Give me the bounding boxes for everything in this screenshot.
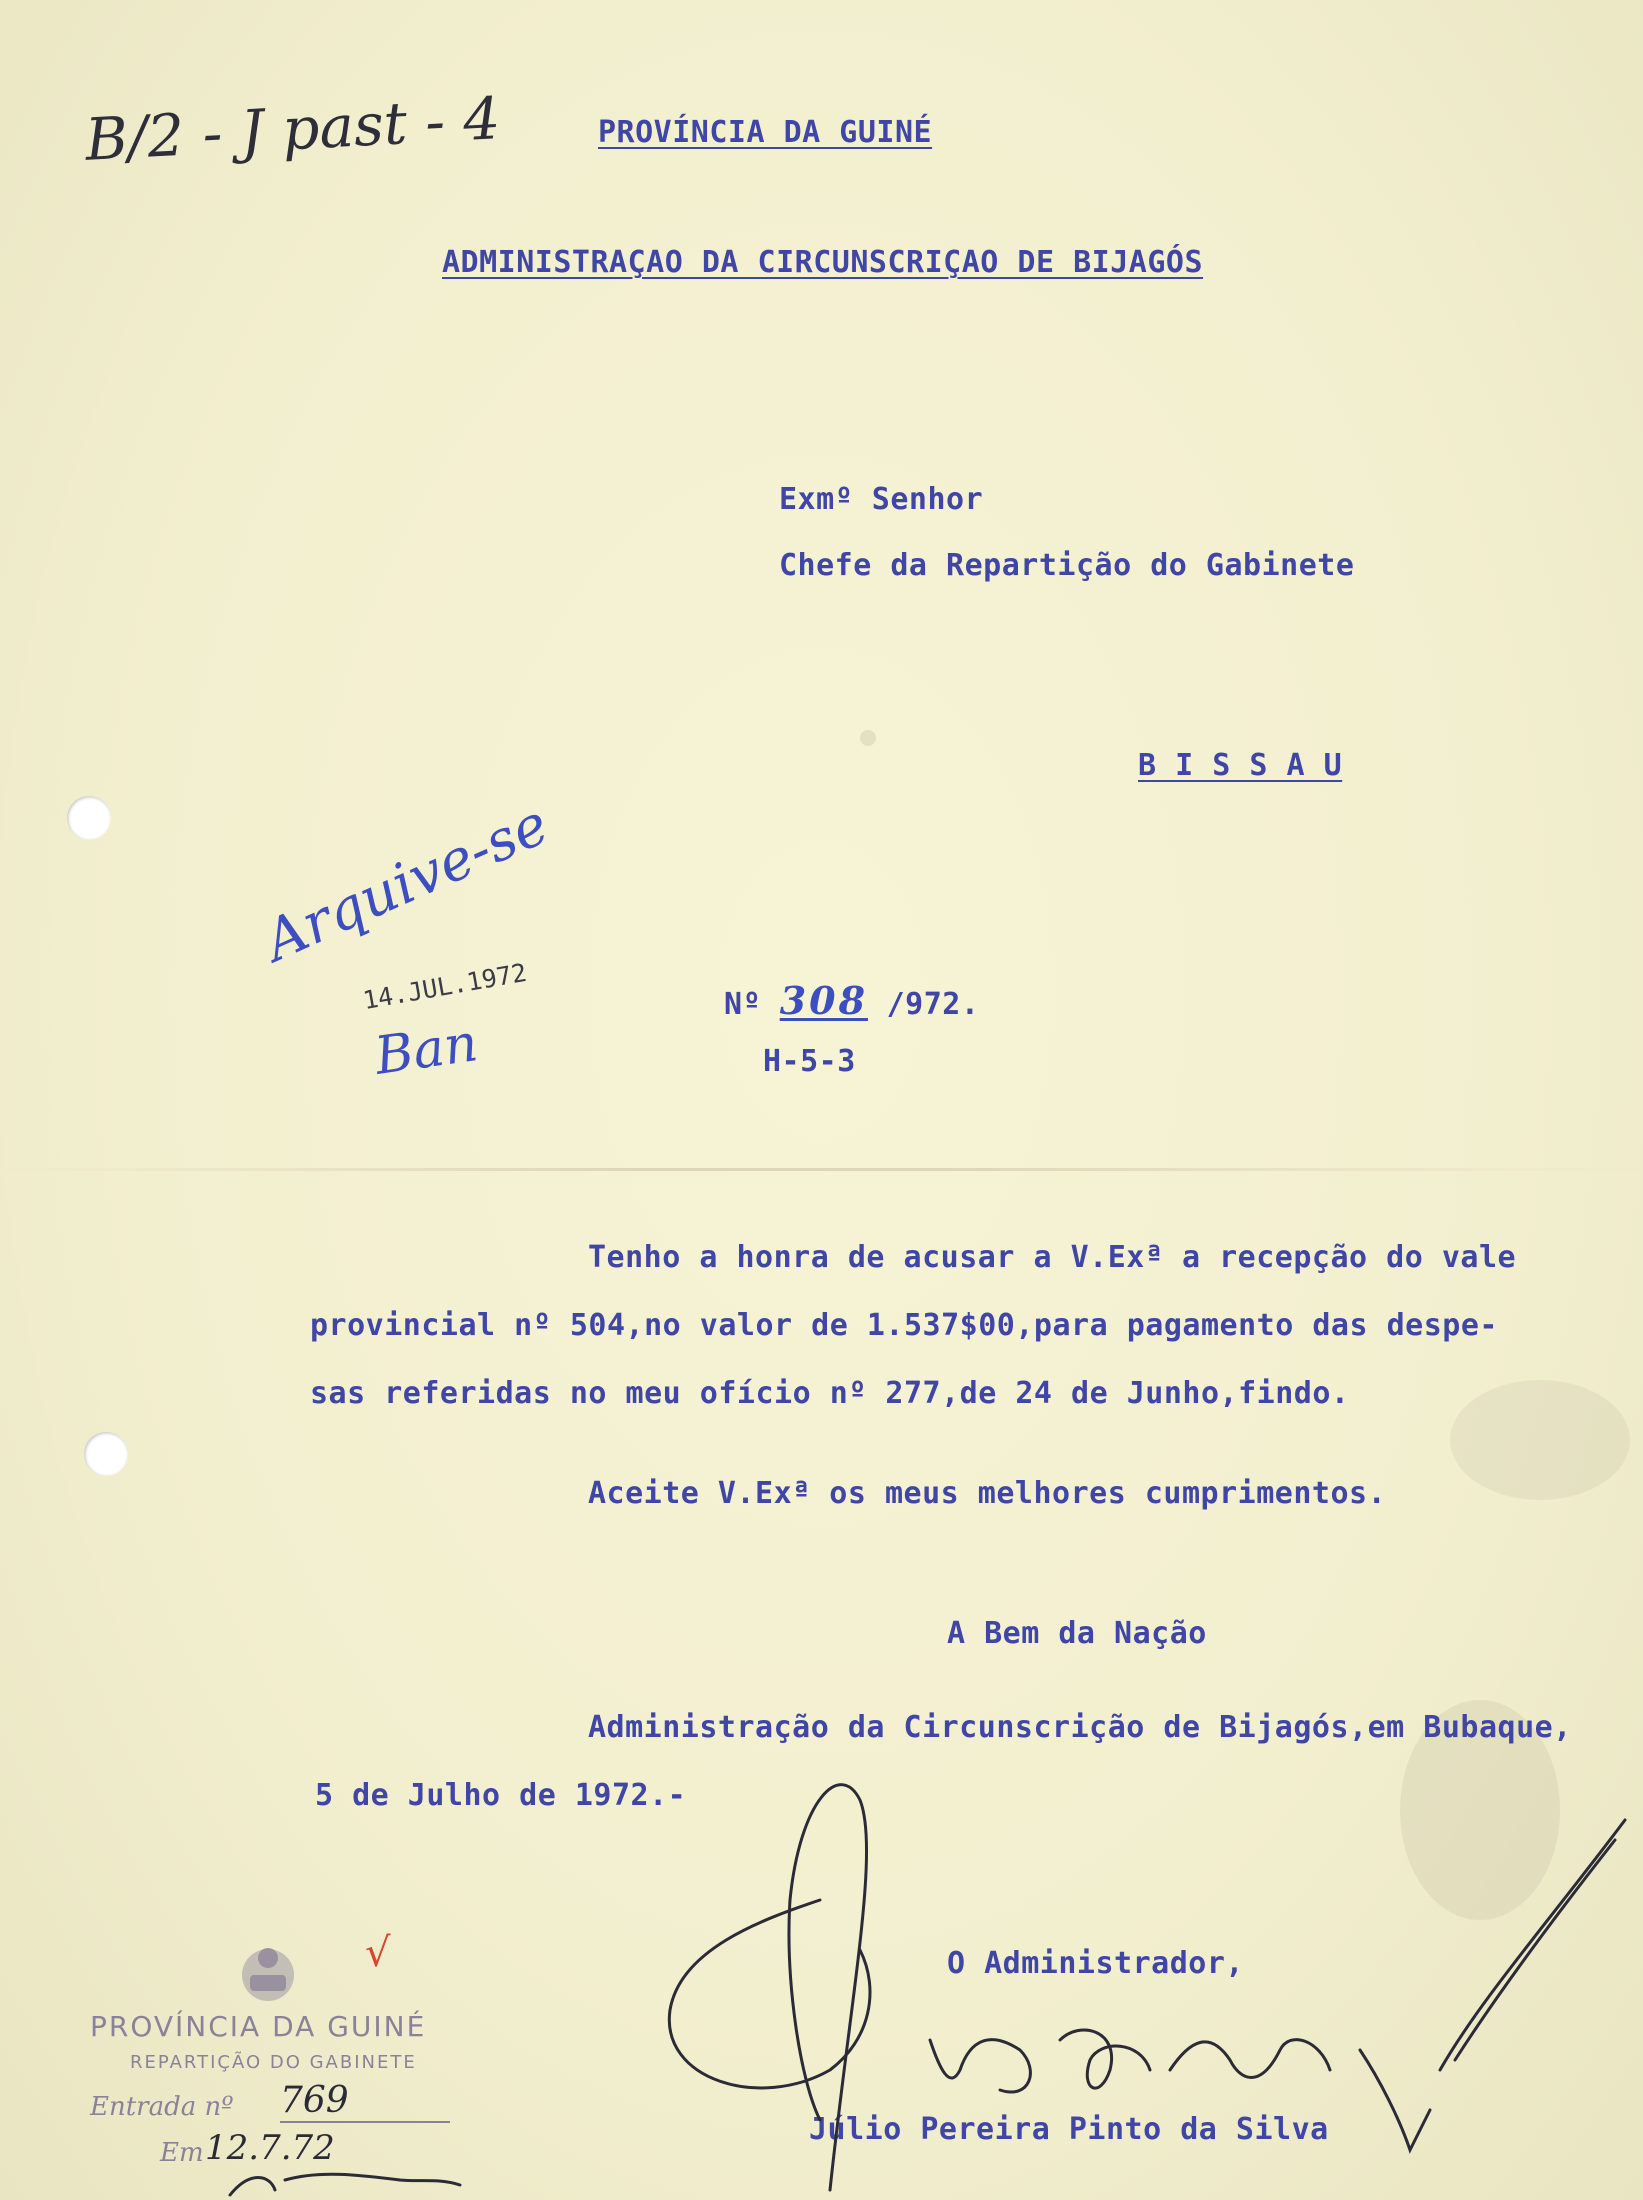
signatory-name: Júlio Pereira Pinto da Silva bbox=[809, 2112, 1329, 2147]
file-reference-handwriting: B/2 - J past - 4 bbox=[83, 84, 502, 174]
stamp-entry-number: 769 bbox=[280, 2080, 450, 2123]
addressee-city: B I S S A U bbox=[1138, 748, 1343, 783]
administration-heading: ADMINISTRAÇAO DA CIRCUNSCRIÇAO DE BIJAGÓS bbox=[442, 245, 1204, 280]
place-line: Administração da Circunscrição de Bijagós,em Bubaque, bbox=[588, 1710, 1572, 1745]
stamp-department: REPARTIÇÃO DO GABINETE bbox=[130, 2052, 417, 2073]
letter-date: 5 de Julho de 1972.- bbox=[315, 1778, 687, 1813]
signatory-role: O Administrador, bbox=[947, 1946, 1244, 1981]
motto: A Bem da Nação bbox=[947, 1616, 1207, 1651]
reference-code: H-5-3 bbox=[763, 1044, 856, 1079]
reference-prefix: Nº bbox=[724, 987, 762, 1022]
body-line-3: sas referidas no meu ofício nº 277,de 24 de Junho,findo. bbox=[310, 1376, 1350, 1411]
addressee-title: Chefe da Repartição do Gabinete bbox=[779, 548, 1355, 583]
check-mark: √ bbox=[365, 1930, 391, 1976]
body-line-2: provincial nº 504,no valor de 1.537$00,para pagamento das despe- bbox=[310, 1308, 1498, 1343]
stamp-date-label: Em bbox=[160, 2138, 204, 2168]
body-line-1: Tenho a honra de acusar a V.Exª a recepção do vale bbox=[588, 1240, 1517, 1275]
stamp-date-value: 12.7.72 bbox=[205, 2128, 335, 2168]
salutation: Exmº Senhor bbox=[779, 482, 984, 517]
date-stamp: 14.JUL.1972 bbox=[360, 957, 529, 1016]
stamp-entry-label: Entrada nº bbox=[90, 2092, 234, 2122]
stamp-province: PROVÍNCIA DA GUINÉ bbox=[90, 2010, 427, 2043]
margin-note-initials: Ban bbox=[371, 1013, 482, 1087]
reference-year: /972. bbox=[886, 987, 980, 1022]
closing-line: Aceite V.Exª os meus melhores cumprimentos. bbox=[588, 1476, 1387, 1511]
province-heading: PROVÍNCIA DA GUINÉ bbox=[598, 115, 933, 150]
margin-note-handwriting: Arquive-se bbox=[255, 791, 558, 975]
reference-number: 308 bbox=[779, 978, 869, 1023]
